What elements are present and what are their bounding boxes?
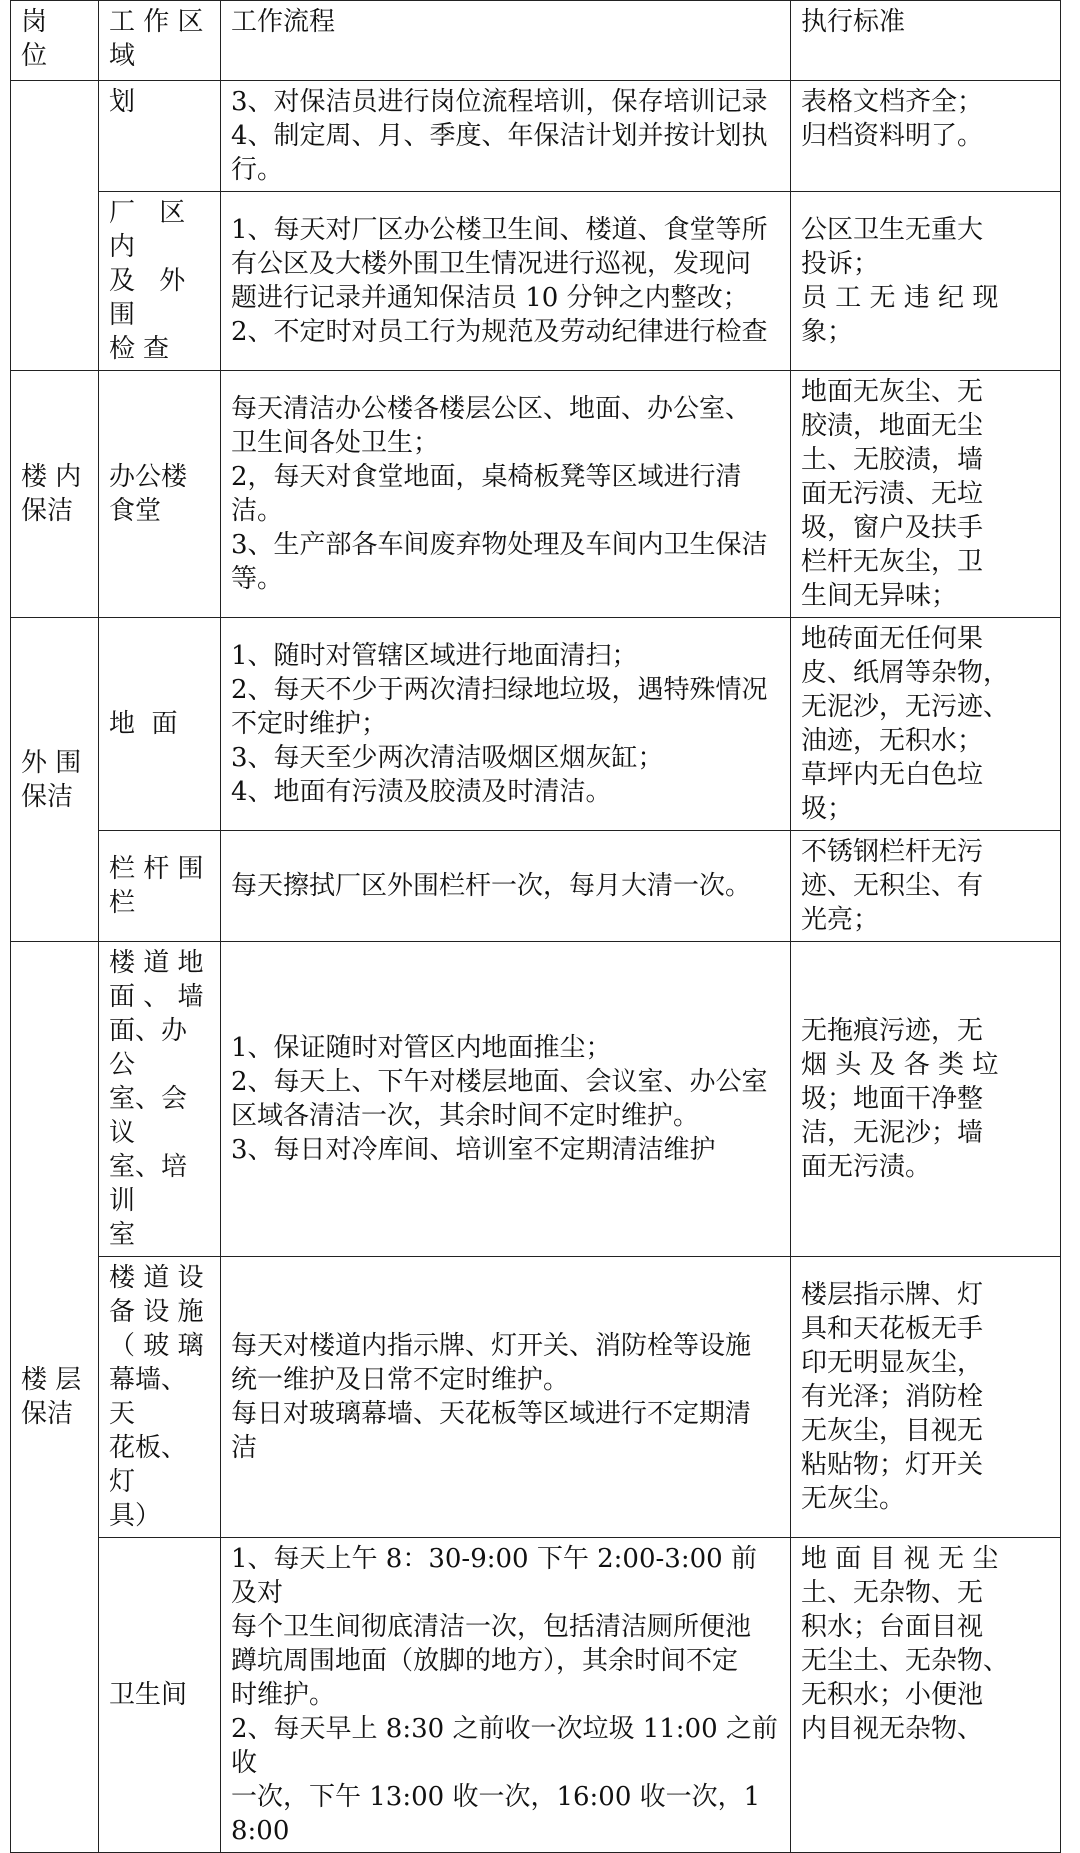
table-row (11, 1257, 1061, 1538)
cell-text-line: 划 (109, 87, 136, 117)
header-work-area (99, 1, 221, 81)
standard-cell (791, 942, 1061, 1257)
cell-text-line: 楼 内 (21, 462, 82, 492)
cell-text-line: 洁，无泥沙；墙 (801, 1118, 984, 1148)
cell-text-line: 无灰尘，目视无 (801, 1416, 984, 1446)
cell-text-line: 有公区及大楼外围卫生情况进行巡视，发现问 (231, 249, 752, 279)
cell-text-line: 保洁 (21, 781, 74, 812)
standard-cell (791, 192, 1061, 371)
cell-text-line: 室、培训 (109, 1152, 188, 1216)
cell-text-line: 等。 (231, 564, 284, 594)
cell-text-line: 面、办公 (109, 1016, 188, 1080)
header-work-process (221, 1, 791, 81)
cell-text-line: 无灰尘。 (801, 1484, 906, 1514)
cell-text-line: 圾，窗户及扶手 (801, 513, 984, 543)
cell-text-line: 4、制定周、月、季度、年保洁计划并按计划执 (231, 121, 768, 151)
cell-text-line: 楼 道 设 (109, 1263, 204, 1293)
cell-text-line: 圾；地面干净整 (801, 1084, 984, 1114)
cell-text-line: 积水；台面目视 (801, 1612, 984, 1642)
cell-text-line: 卫生间 (109, 1680, 188, 1710)
cell-text-line: 办公楼 (109, 462, 188, 492)
cell-text-line: 楼层指示牌、灯 (801, 1280, 984, 1310)
cell-text-line: 员 工 无 违 纪 现 (801, 283, 999, 313)
cell-text-line: 栏 (109, 888, 136, 918)
cell-text-line: 不定时维护； (231, 709, 388, 739)
cell-text-line: 2、不定时对员工行为规范及劳动纪律进行检查 (231, 317, 768, 347)
cell-text-line: 卫生间各处卫生； (231, 428, 440, 458)
cell-text-line: 无积水；小便池 (801, 1680, 984, 1710)
cell-text-line: 每天清洁办公楼各楼层公区、地面、办公室、 (231, 394, 752, 424)
cell-text-line: 皮、纸屑等杂物， (801, 658, 1010, 688)
cell-text-line: 1、随时对管辖区域进行地面清扫； (231, 641, 638, 671)
cell-text-line: 归档资料明了。 (801, 121, 984, 151)
cell-text-line: 印无明显灰尘， (801, 1348, 984, 1378)
cell-text-line: 2、每天早上 8:30 之前收一次垃圾 11:00 之前收 (231, 1714, 778, 1778)
table-row (11, 831, 1061, 942)
cell-text-line: 厂 区 内 (109, 198, 210, 262)
post-cell (11, 371, 99, 618)
cell-text-line: 3、每日对冷库间、培训室不定期清洁维护 (231, 1135, 716, 1165)
table-row (11, 618, 1061, 831)
cell-text-line: 时维护。 (231, 1680, 336, 1710)
header-post (11, 1, 99, 81)
standard-cell (791, 1257, 1061, 1538)
cell-text-line: 保洁 (21, 1399, 74, 1429)
cell-text-line: 备 设 施 (109, 1297, 204, 1327)
cell-text-line: 2、每天上、下午对楼层地面、会议室、办公室 (231, 1067, 768, 1097)
cell-text-line: 无尘土、无杂物、 (801, 1646, 1010, 1676)
cell-text-line: 题进行记录并通知保洁员 10 分钟之内整改； (231, 283, 749, 313)
cell-text-line: 生间无异味； (801, 581, 958, 611)
cell-text-line: 执行标准 (801, 7, 906, 37)
area-cell (99, 942, 221, 1257)
cell-text-line: 一次，下午 13:00 收一次，16:00 收一次，18:00 (231, 1782, 761, 1846)
cell-text-line: 行。 (231, 155, 284, 185)
cell-text-line: 表格文档齐全； (801, 87, 984, 117)
post-cell-management (11, 81, 99, 371)
cell-text-line: 每日对玻璃幕墙、天花板等区域进行不定期清 (231, 1399, 752, 1429)
cell-text-line: 土、无胶渍，墙 (801, 445, 984, 475)
table-header-row (11, 1, 1061, 81)
post-cell (11, 942, 99, 1853)
cell-text-line: 胶渍，地面无尘 (801, 411, 984, 441)
cell-text-line: 区域各清洁一次，其余时间不定时维护。 (231, 1101, 700, 1131)
cell-text-line: 花板、灯 (109, 1433, 188, 1497)
cell-text-line: 及 外 围 (109, 266, 210, 330)
area-cell (99, 371, 221, 618)
cell-text-line: 洁 (231, 1433, 258, 1463)
cell-text-line: 内目视无杂物、 (801, 1714, 984, 1744)
standard-cell (791, 831, 1061, 942)
cell-text-line: 室 (109, 1220, 136, 1250)
area-cell (99, 192, 221, 371)
cell-text-line: 2、每天不少于两次清扫绿地垃圾，遇特殊情况 (231, 675, 768, 705)
area-cell (99, 1257, 221, 1538)
table-row (11, 371, 1061, 618)
table-row (11, 942, 1061, 1257)
cell-text-line: 草坪内无白色垃 (801, 760, 984, 790)
table-row (11, 1538, 1061, 1853)
process-cell (221, 81, 791, 192)
cell-text-line: 无拖痕污迹，无 (801, 1016, 984, 1046)
cell-text-line: 每天对楼道内指示牌、灯开关、消防栓等设施 (231, 1331, 752, 1361)
cell-text-line: 蹲坑周围地面（放脚的地方），其余时间不定 (231, 1646, 739, 1676)
cell-text-line: 具和天花板无手 (801, 1314, 984, 1344)
cell-text-line: 1、保证随时对管区内地面推尘； (231, 1033, 612, 1063)
cell-text-line: 保洁 (21, 496, 74, 526)
cell-text-line: 域 (109, 41, 136, 71)
cell-text-line: 地 面 目 视 无 尘 (801, 1544, 999, 1574)
cell-text-line: 室、会议 (109, 1084, 188, 1148)
cell-text-line: 岗 (21, 7, 48, 37)
standard-cell (791, 371, 1061, 618)
area-cell (99, 81, 221, 192)
cell-text-line: 象； (801, 317, 854, 347)
cell-text-line: 有光泽；消防栓 (801, 1382, 984, 1412)
process-cell (221, 831, 791, 942)
cell-text-line: 位 (21, 41, 48, 71)
cell-text-line: 3、对保洁员进行岗位流程培训，保存培训记录 (231, 87, 768, 117)
cell-text-line: 1、每天上午 8：30-9:00 下午 2:00-3:00 前及对 (231, 1544, 757, 1608)
cell-text-line: 面无污渍。 (801, 1152, 932, 1182)
cell-text-line: 栏杆无灰尘，卫 (801, 547, 984, 577)
cleaning-standards-table (10, 0, 1061, 1853)
process-cell (221, 618, 791, 831)
cell-text-line: 面无污渍、无垃 (801, 479, 984, 509)
area-cell (99, 618, 221, 831)
cell-text-line: 地面无灰尘、无 (801, 377, 984, 407)
area-cell (99, 831, 221, 942)
cell-text-line: 4、地面有污渍及胶渍及时清洁。 (231, 777, 612, 807)
process-cell (221, 1538, 791, 1853)
cell-text-line: 光亮； (801, 905, 880, 935)
cell-text-line: 工 作 区 (109, 7, 204, 37)
table-row (11, 192, 1061, 371)
process-cell (221, 192, 791, 371)
cell-text-line: 粘贴物；灯开关 (801, 1450, 984, 1480)
process-cell (221, 371, 791, 618)
standard-cell (791, 618, 1061, 831)
standard-cell (791, 1538, 1061, 1853)
cell-text-line: 迹、无积尘、有 (801, 871, 984, 901)
cell-text-line: 2，每天对食堂地面，桌椅板凳等区域进行清洁。 (231, 462, 742, 526)
cell-text-line: 每个卫生间彻底清洁一次，包括清洁厕所便池 (231, 1612, 752, 1642)
cell-text-line: 检查 (109, 334, 178, 364)
cell-text-line: 外 围 (21, 747, 82, 778)
process-cell (221, 942, 791, 1257)
cell-text-line: 地 面 (109, 709, 178, 739)
cell-text-line: 幕墙、天 (109, 1365, 188, 1429)
cell-text-line: 1、每天对厂区办公楼卫生间、楼道、食堂等所 (231, 215, 768, 245)
cell-text-line: 工作流程 (231, 7, 336, 37)
cell-text-line: 3、每天至少两次清洁吸烟区烟灰缸； (231, 743, 664, 773)
cell-text-line: 楼 道 地 (109, 948, 204, 978)
cell-text-line: 食堂 (109, 496, 162, 526)
cell-text-line: 面 、 墙 (109, 982, 204, 1012)
post-cell (11, 618, 99, 942)
cell-text-line: 每天擦拭厂区外围栏杆一次，每月大清一次。 (231, 871, 752, 901)
cell-text-line: 楼 层 (21, 1365, 82, 1395)
cell-text-line: （ 玻 璃 (109, 1331, 204, 1361)
cell-text-line: 3、生产部各车间废弃物处理及车间内卫生保洁 (231, 530, 768, 560)
cell-text-line: 具） (109, 1501, 162, 1531)
cell-text-line: 油迹，无积水； (801, 726, 984, 756)
cell-text-line: 烟 头 及 各 类 垃 (801, 1050, 999, 1080)
cell-text-line: 土、无杂物、无 (801, 1578, 984, 1608)
standard-cell (791, 81, 1061, 192)
table-row (11, 81, 1061, 192)
cell-text-line: 投诉； (801, 249, 880, 279)
cell-text-line: 统一维护及日常不定时维护。 (231, 1365, 570, 1395)
cell-text-line: 地砖面无任何果 (801, 624, 984, 654)
area-cell (99, 1538, 221, 1853)
process-cell (221, 1257, 791, 1538)
cell-text-line: 无泥沙，无污迹、 (801, 692, 1010, 722)
cell-text-line: 圾； (801, 794, 854, 824)
cell-text-line: 公区卫生无重大 (801, 215, 984, 245)
cell-text-line: 不锈钢栏杆无污 (801, 837, 984, 867)
cell-text-line: 栏 杆 围 (109, 854, 204, 884)
header-execution-standard (791, 1, 1061, 81)
